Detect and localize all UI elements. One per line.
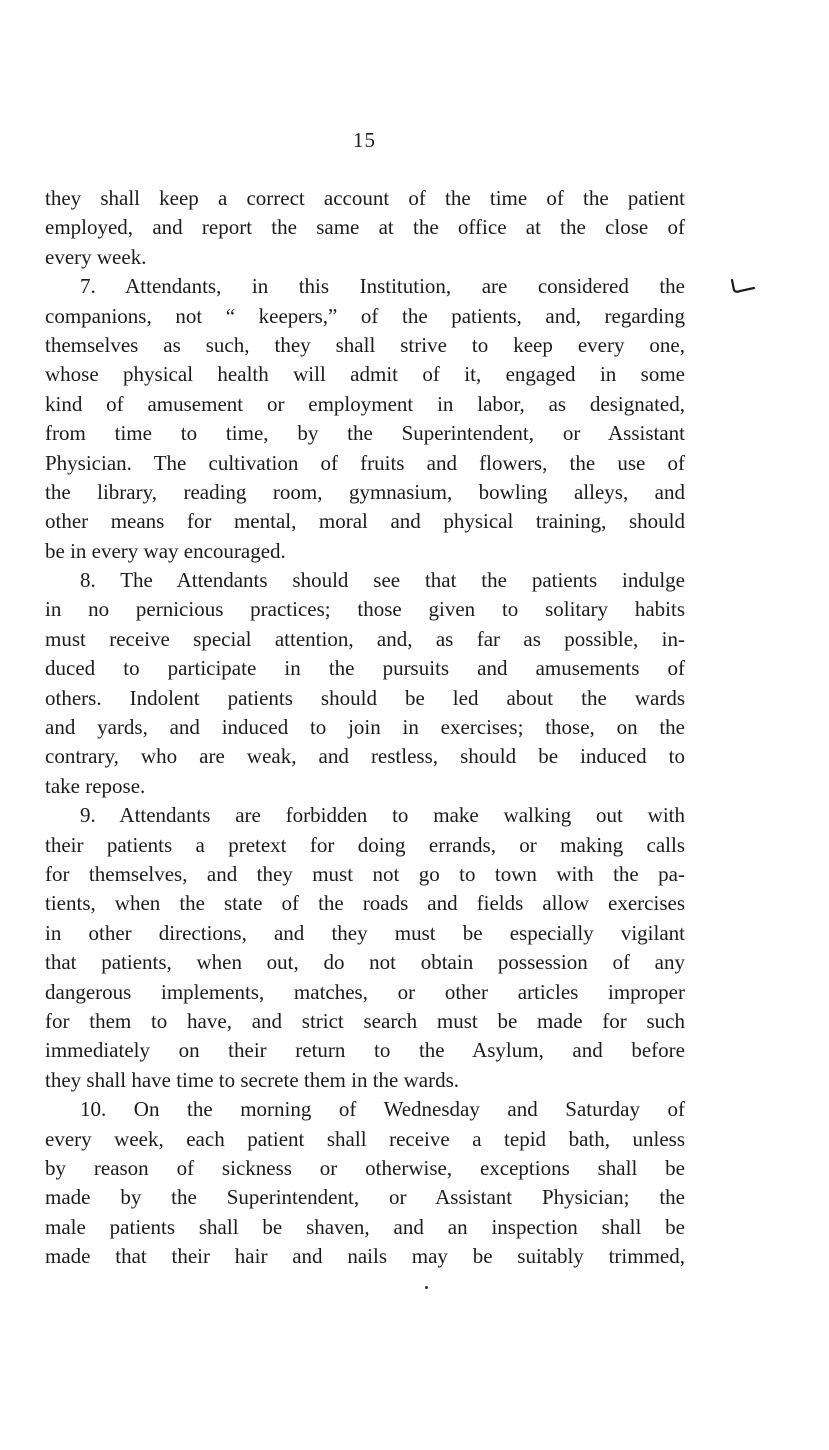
text-line: the library, reading room, gymnasium, bowling alleys, and	[45, 479, 685, 504]
text-line: made by the Superintendent, or Assistant Physician; the	[45, 1185, 685, 1210]
text-line: employed, and report the same at the office at the close of	[45, 215, 685, 240]
text-line: 8. The Attendants should see that the patients indulge	[80, 568, 685, 593]
text-line: for themselves, and they must not go to town with the pa-	[45, 861, 685, 886]
body-text	[45, 184, 685, 1271]
text-line: for them to have, and strict search must be made for such	[45, 1008, 685, 1033]
text-line: that patients, when out, do not obtain possession of any	[45, 950, 685, 975]
text-line: contrary, who are weak, and restless, should be induced to	[45, 744, 685, 769]
text-line: every week.	[45, 244, 147, 269]
text-line: they shall keep a correct account of the time of the patient	[45, 186, 685, 210]
margin-mark	[730, 278, 758, 294]
text-line: Physician. The cultivation of fruits and flowers, the use of	[45, 450, 685, 475]
text-line: companions, not “ keepers,” of the patients, and, regarding	[45, 303, 685, 328]
text-line: by reason of sickness or otherwise, exceptions shall be	[45, 1155, 685, 1180]
text-line: from time to time, by the Superintendent, or Assistant	[45, 421, 685, 446]
text-line: duced to participate in the pursuits and amusements of	[45, 656, 685, 681]
text-line: other means for mental, moral and physical training, should	[45, 509, 685, 534]
text-line: made that their hair and nails may be suitably trimmed,	[45, 1244, 685, 1269]
text-line: kind of amusement or employment in labor, as designated,	[45, 391, 685, 416]
text-line: others. Indolent patients should be led about the wards	[45, 685, 685, 710]
page-number: 15	[353, 128, 376, 152]
text-line: their patients a pretext for doing errands, or making calls	[45, 832, 685, 857]
text-line: in no pernicious practices; those given to solitary habits	[45, 597, 685, 622]
text-line: whose physical health will admit of it, engaged in some	[45, 362, 685, 387]
text-line: take repose.	[45, 773, 146, 798]
text-line: immediately on their return to the Asylum, and before	[45, 1038, 685, 1063]
text-line: 7. Attendants, in this Institution, are considered the	[80, 274, 685, 299]
stray-dot	[425, 1286, 428, 1289]
text-line: themselves as such, they shall strive to keep every one,	[45, 332, 685, 357]
text-line: must receive special attention, and, as far as possible, in-	[45, 626, 685, 651]
text-line: 9. Attendants are forbidden to make walking out with	[80, 803, 685, 828]
text-line: tients, when the state of the roads and fields allow exercises	[45, 891, 685, 916]
text-line: they shall have time to secrete them in the wards.	[45, 1067, 460, 1092]
text-line: in other directions, and they must be especially vigilant	[45, 920, 685, 945]
text-line: 10. On the morning of Wednesday and Saturday of	[80, 1097, 685, 1122]
text-line: every week, each patient shall receive a tepid bath, unless	[45, 1126, 685, 1151]
text-line: and yards, and induced to join in exercises; those, on the	[45, 715, 685, 740]
text-line: be in every way encouraged.	[45, 538, 286, 563]
text-line: male patients shall be shaven, and an inspection shall be	[45, 1214, 685, 1239]
text-line: dangerous implements, matches, or other articles improper	[45, 979, 685, 1004]
